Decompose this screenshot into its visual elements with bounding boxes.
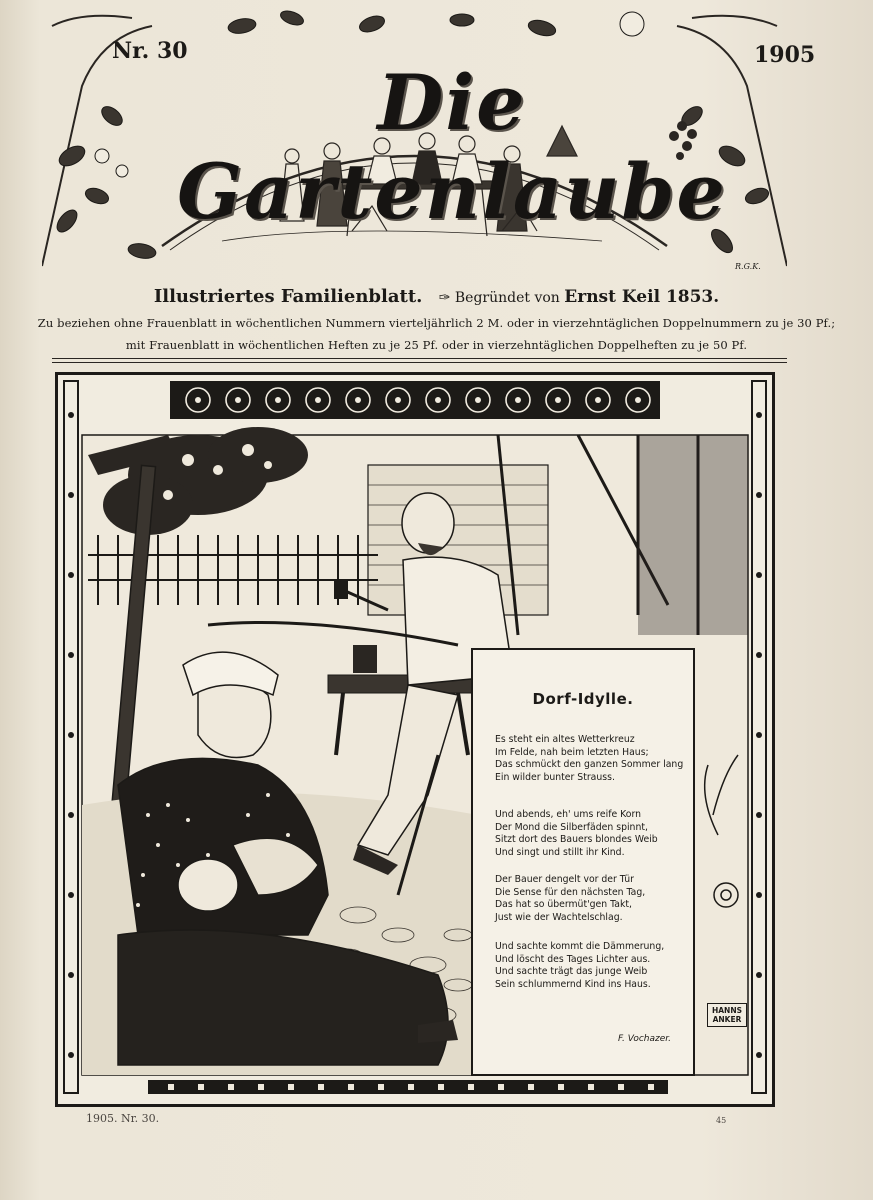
poem-line: Und abends, eh' ums reife Korn <box>495 809 642 820</box>
poem-line: Und sachte trägt das junge Weib <box>495 966 648 978</box>
subscription-line-1: Zu beziehen ohne Frauenblatt in wöchentlichen Nummern vierteljährlich 2 M. oder in vierzehntäglichen Doppelnummern zu je 30 Pf.; <box>37 316 836 330</box>
signature-line: HANNS <box>711 1006 743 1015</box>
poem-line: Und sachte kommt die Dämmerung, <box>495 941 665 952</box>
issue-year: 1905 <box>754 42 816 68</box>
poem-line: Und löscht des Tages Lichter aus. <box>495 953 651 965</box>
poem-title: Dorf-Idylle. <box>532 690 634 708</box>
poem-line: Es steht ein altes Wetterkreuz <box>495 734 635 745</box>
poem-line: Im Felde, nah beim letzten Haus; <box>495 746 649 758</box>
poem-line: Das schmückt den ganzen Sommer lang <box>495 759 684 771</box>
poem-line: Just wie der Wachtelschlag. <box>495 911 623 923</box>
poem-stanza-3 <box>495 874 645 924</box>
masthead-title: Die Gartenlaube <box>177 58 727 236</box>
divider-rule-thin <box>52 362 787 363</box>
signature-line: ANKER <box>712 1015 742 1024</box>
artist-mark: R.G.K. <box>735 262 761 271</box>
artist-signature <box>707 1003 747 1027</box>
page-number: 45 <box>716 1116 727 1125</box>
poem-stanza-1 <box>495 734 683 784</box>
poem-line: Sitzt dort des Bauers blondes Weib <box>495 834 658 846</box>
divider-rule <box>52 358 787 359</box>
subtitle-main: Illustriertes Familienblatt. <box>153 286 423 307</box>
masthead <box>42 6 816 268</box>
subscription-line-2: mit Frauenblatt in wöchentlichen Heften zu je 25 Pf. oder in vierzehntäglichen Doppelheften zu je 50 Pf. <box>125 338 748 352</box>
poem-stanza-2 <box>495 809 658 859</box>
founded-prefix: Begründet von <box>454 290 560 306</box>
poem-line: Das hat so übermüt'gen Takt, <box>495 899 632 911</box>
poem-line: Ein wilder bunter Strauss. <box>495 771 615 783</box>
issue-number: Nr. 30 <box>112 38 188 64</box>
footer-issue: 1905. Nr. 30. <box>86 1112 160 1125</box>
poem-stanza-4 <box>495 941 664 991</box>
subtitle-line <box>0 286 873 307</box>
poem-line: Die Sense für den nächsten Tag, <box>495 886 646 898</box>
poem-line: Der Mond die Silberfäden spinnt, <box>495 821 648 833</box>
decorative-fleuron-icon: ✑ <box>438 290 455 306</box>
subtitle-founded <box>438 287 720 307</box>
poem-author: F. Vochazer. <box>617 1034 671 1044</box>
poem-line: Sein schlummernd Kind ins Haus. <box>495 978 651 990</box>
founder-name: Ernst Keil 1853. <box>564 287 720 307</box>
poem-panel <box>471 648 695 1076</box>
poem-line: Der Bauer dengelt vor der Tür <box>495 874 634 885</box>
poem-line: Und singt und stillt ihr Kind. <box>495 846 625 858</box>
